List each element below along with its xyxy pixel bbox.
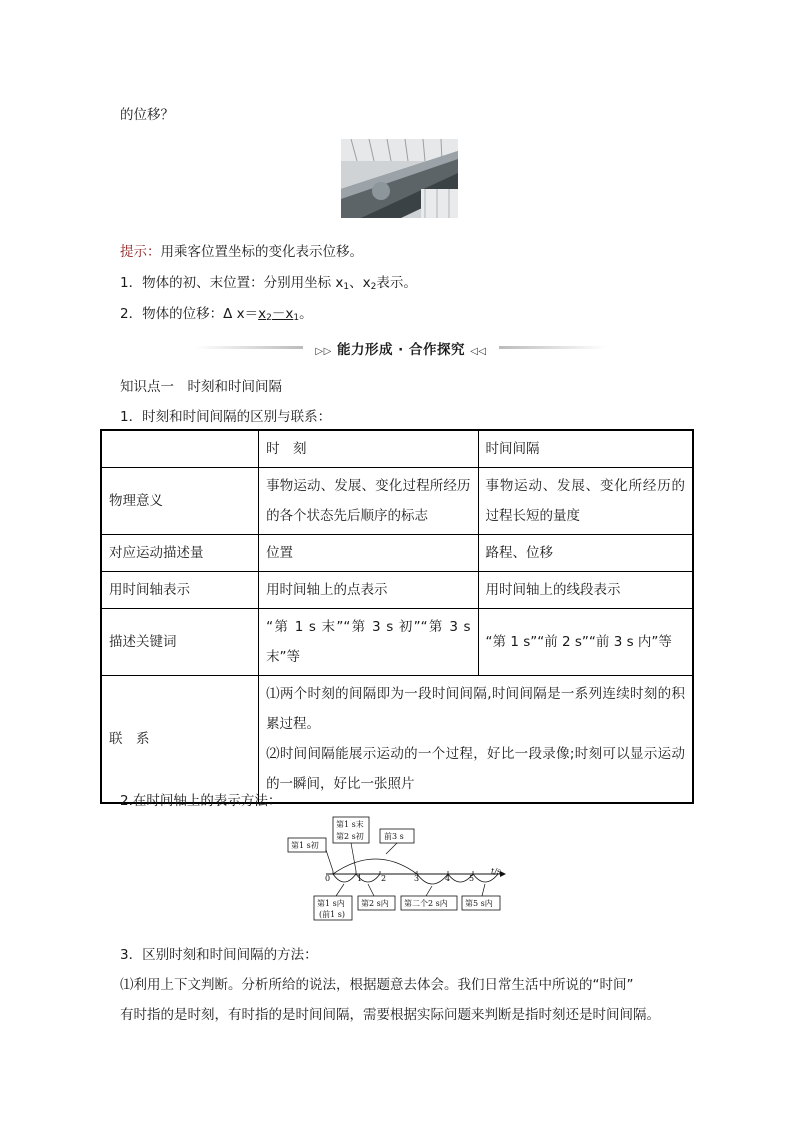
point-text: 表示。 [376,275,417,291]
point-text: 。 [299,306,313,322]
relation-cell [259,676,693,804]
relation-item-1: ⑴两个时刻的间隔即为一段时间间隔,时间间隔是一系列连续时刻的积累过程。 [266,686,685,732]
tick-2: 2 [381,874,387,883]
point-text: 、x [349,275,371,291]
point-text: 物体的位移：Δ x＝ [142,306,259,322]
section-banner [195,338,607,356]
subheading-3: 3．区别时刻和时间间隔的方法： [120,947,318,963]
table-row [101,535,693,572]
label-begin-1s: 第1 s初 [291,841,319,850]
label-end-1s: 第1 s末 [336,820,364,829]
label-second-2s: 第二个2 s内 [404,899,448,908]
label-within-1s: 第1 s内 [317,899,345,908]
table-row [101,609,693,676]
tick-4: 4 [445,874,451,883]
comparison-table [100,429,694,804]
point-1 [120,271,417,292]
subheading-1: 1．时刻和时间间隔的区别与联系： [120,409,332,425]
displacement-formula: $x_2-x_1$ [258,306,300,323]
table-cell: 用时间轴上的线段表示 [478,572,693,609]
label-first-1s: (前1 s) [319,910,345,919]
label-within-5s: 第5 s内 [465,899,493,908]
tick-0: 0 [325,874,331,883]
question-continuation: 的位移？ [120,107,174,123]
table-cell: 时 刻 [259,430,478,468]
table-cell: 物理意义 [101,468,259,535]
method-line-2: 有时指的是时刻，有时指的是时间间隔，需要根据实际问题来判断是指时刻还是时间间隔。 [120,1007,660,1023]
point-2 [120,302,313,323]
table-cell: 事物运动、发展、变化所经历的过程长短的量度 [478,468,693,535]
point-number: 2． [120,306,143,322]
table-cell: 联 系 [101,676,259,804]
table-row [101,572,693,609]
table-cell: “第 1 s 末”“第 3 s 初”“第 3 s末”等 [259,609,478,676]
escalator-photo [341,139,458,218]
table-cell: 路程、位移 [478,535,693,572]
point-text: 物体的初、末位置：分别用坐标 x [142,275,344,291]
tick-3: 3 [414,874,420,883]
label-first-3s: 前3 s [384,832,404,841]
label-begin-2s: 第2 s初 [336,832,364,841]
table-cell: 位置 [259,535,478,572]
table-cell: 用时间轴上的点表示 [259,572,478,609]
subheading-2: 2.在时间轴上的表示方法： [120,793,282,809]
hint [120,240,363,260]
method-line-1: ⑴利用上下文判断。分析所给的说法，根据题意去体会。我们日常生活中所说的“时间” [120,977,634,993]
table-row [101,468,693,535]
relation-item-2: ⑵时间间隔能展示运动的一个过程，好比一段录像;时刻可以显示运动的一瞬间，好比一张照片 [266,746,685,792]
tick-1: 1 [357,874,363,883]
tick-5: 5 [469,874,475,883]
table-cell: 事物运动、发展、变化过程所经历的各个状态先后顺序的标志 [259,468,478,535]
label-within-2s: 第2 s内 [361,899,389,908]
table-cell: 描述关键词 [101,609,259,676]
table-row [101,676,693,804]
table-cell: 对应运动描述量 [101,535,259,572]
subscript: 2 [370,282,377,292]
table-cell [101,430,259,468]
point-number: 1． [120,275,143,291]
hint-text: 用乘客位置坐标的变化表示位移。 [160,244,363,260]
table-header-row [101,430,693,468]
knowledge-point-title: 知识点一 时刻和时间间隔 [120,379,282,395]
axis-label: t/s [491,867,502,876]
table-cell: 时间间隔 [478,430,693,468]
section-title: ▷▷ 能力形成 · 合作探究 ◁◁ [315,342,487,358]
arc-first-3s [333,859,417,874]
subscript: 1 [343,282,350,292]
table-cell: 用时间轴表示 [101,572,259,609]
timeline-svg [286,814,508,922]
hint-label: 提示： [120,244,161,260]
table-cell: “第 1 s”“前 2 s”“前 3 s 内”等 [478,609,693,676]
timeline-diagram [286,814,508,922]
